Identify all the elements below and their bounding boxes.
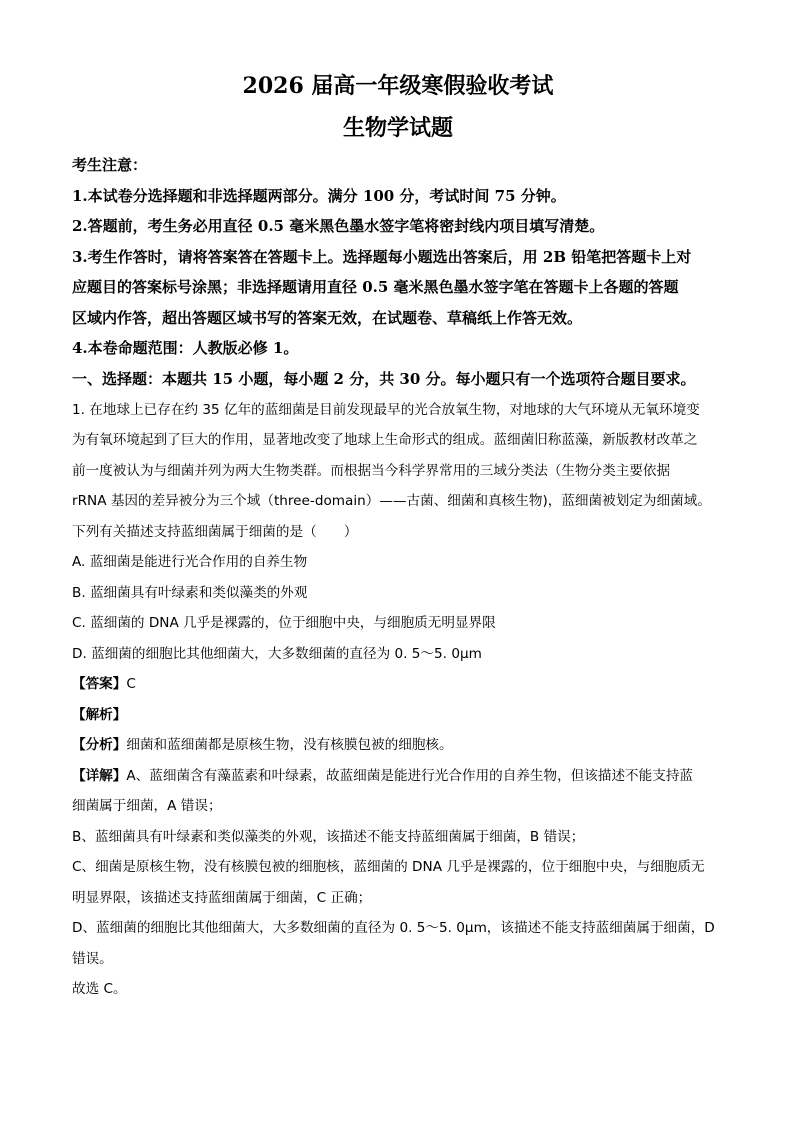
notice-line: 应题目的答案标号涂黑；非选择题请用直径 0.5 毫米黑色墨水签字笔在答题卡上各题的答题 bbox=[72, 278, 679, 296]
detail-line: 细菌属于细菌，A 错误； bbox=[72, 798, 222, 814]
detail-line: D、蓝细菌的细胞比其他细菌大，大多数细菌的直径为 0. 5～5. 0μm，该描述不能支持蓝细菌属于细菌，D bbox=[72, 920, 715, 936]
notice-line: 区域内作答，超出答题区域书写的答案无效，在试题卷、草稿纸上作答无效。 bbox=[72, 308, 583, 327]
question-stem-line: 前一度被认为与细菌并列为两大生物类群。而根据当今科学界常用的三域分类法（生物分类主要依据 bbox=[72, 462, 671, 479]
question-stem-line: rRNA 基因的差异被分为三个域（three-domain）——古菌、细菌和真核生物)，蓝细菌被划定为细菌域。 bbox=[72, 493, 711, 509]
notice-heading: 考生注意： bbox=[72, 156, 148, 174]
answer-line bbox=[72, 669, 724, 700]
detail-line: 明显界限，该描述支持蓝细菌属于细菌，C 正确； bbox=[72, 889, 372, 906]
option-a: A. 蓝细菌是能进行光合作用的自养生物 bbox=[72, 554, 308, 570]
option-d: D. 蓝细菌的细胞比其他细菌大，大多数细菌的直径为 0. 5～5. 0μm bbox=[72, 645, 482, 662]
fenxi-tag: 【分析】 bbox=[72, 737, 127, 753]
candidate-notice bbox=[72, 150, 724, 364]
analysis-heading-line bbox=[72, 700, 724, 731]
fenxi-line bbox=[72, 730, 724, 761]
exam-subject-title: 生物学试题 bbox=[342, 115, 453, 141]
xiangjie-text: A、蓝细菌含有藻蓝素和叶绿素，故蓝细菌是能进行光合作用的自养生物，但该描述不能支持蓝 bbox=[126, 767, 694, 784]
notice-line: 4.本卷命题范围：人教版必修 1。 bbox=[72, 339, 299, 357]
notice-line: 2.答题前，考生务必用直径 0.5 毫米黑色墨水签字笔将密封线内项目填写清楚。 bbox=[72, 217, 605, 235]
option-b: B. 蓝细菌具有叶绿素和类似藻类的外观 bbox=[72, 584, 308, 601]
notice-line: 1.本试卷分选择题和非选择题两部分。满分 100 分，考试时间 75 分钟。 bbox=[72, 186, 566, 205]
detail-line: B、蓝细菌具有叶绿素和类似藻类的外观，该描述不能支持蓝细菌属于细菌，B 错误； bbox=[72, 828, 585, 845]
question-stem-line: 下列有关描述支持蓝细菌属于细菌的是（ ） bbox=[72, 523, 358, 540]
analysis-tag: 【解析】 bbox=[72, 706, 127, 723]
answer-value: C bbox=[126, 676, 136, 692]
question-stem-line: 为有氧环境起到了巨大的作用，显著地改变了地球上生命形式的组成。蓝细菌旧称蓝藻，新版教材改革之 bbox=[72, 432, 698, 448]
detail-line: 错误。 bbox=[72, 950, 113, 967]
question-options bbox=[72, 547, 724, 669]
notice-line: 3.考生作答时，请将答案答在答题卡上。选择题每小题选出答案后，用 2B 铅笔把答题卡上对 bbox=[72, 247, 692, 266]
option-c: C. 蓝细菌的 DNA 几乎是裸露的，位于细胞中央，与细胞质无明显界限 bbox=[72, 615, 496, 631]
detail-line: C、细菌是原核生物，没有核膜包被的细胞核，蓝细菌的 DNA 几乎是裸露的，位于细胞中央，与细胞质无 bbox=[72, 859, 705, 875]
xiangjie-line bbox=[72, 761, 724, 792]
section-title-choice: 一、选择题：本题共 15 小题，每小题 2 分，共 30 分。每小题只有一个选项符合题目要求。 bbox=[72, 369, 696, 388]
xiangjie-tag: 【详解】 bbox=[72, 767, 127, 784]
exam-title: 2026 届高一年级寒假验收考试 bbox=[242, 73, 554, 99]
question-1 bbox=[72, 395, 724, 1005]
fenxi-text: 细菌和蓝细菌都是原核生物，没有核膜包被的细胞核。 bbox=[126, 737, 453, 753]
question-stem-line: 1. 在地球上已存在约 35 亿年的蓝细菌是目前发现最早的光合放氧生物，对地球的大气环境从无氧环境变 bbox=[72, 401, 700, 418]
answer-tag: 【答案】 bbox=[72, 676, 127, 692]
detail-line: 故选 C。 bbox=[72, 981, 127, 997]
